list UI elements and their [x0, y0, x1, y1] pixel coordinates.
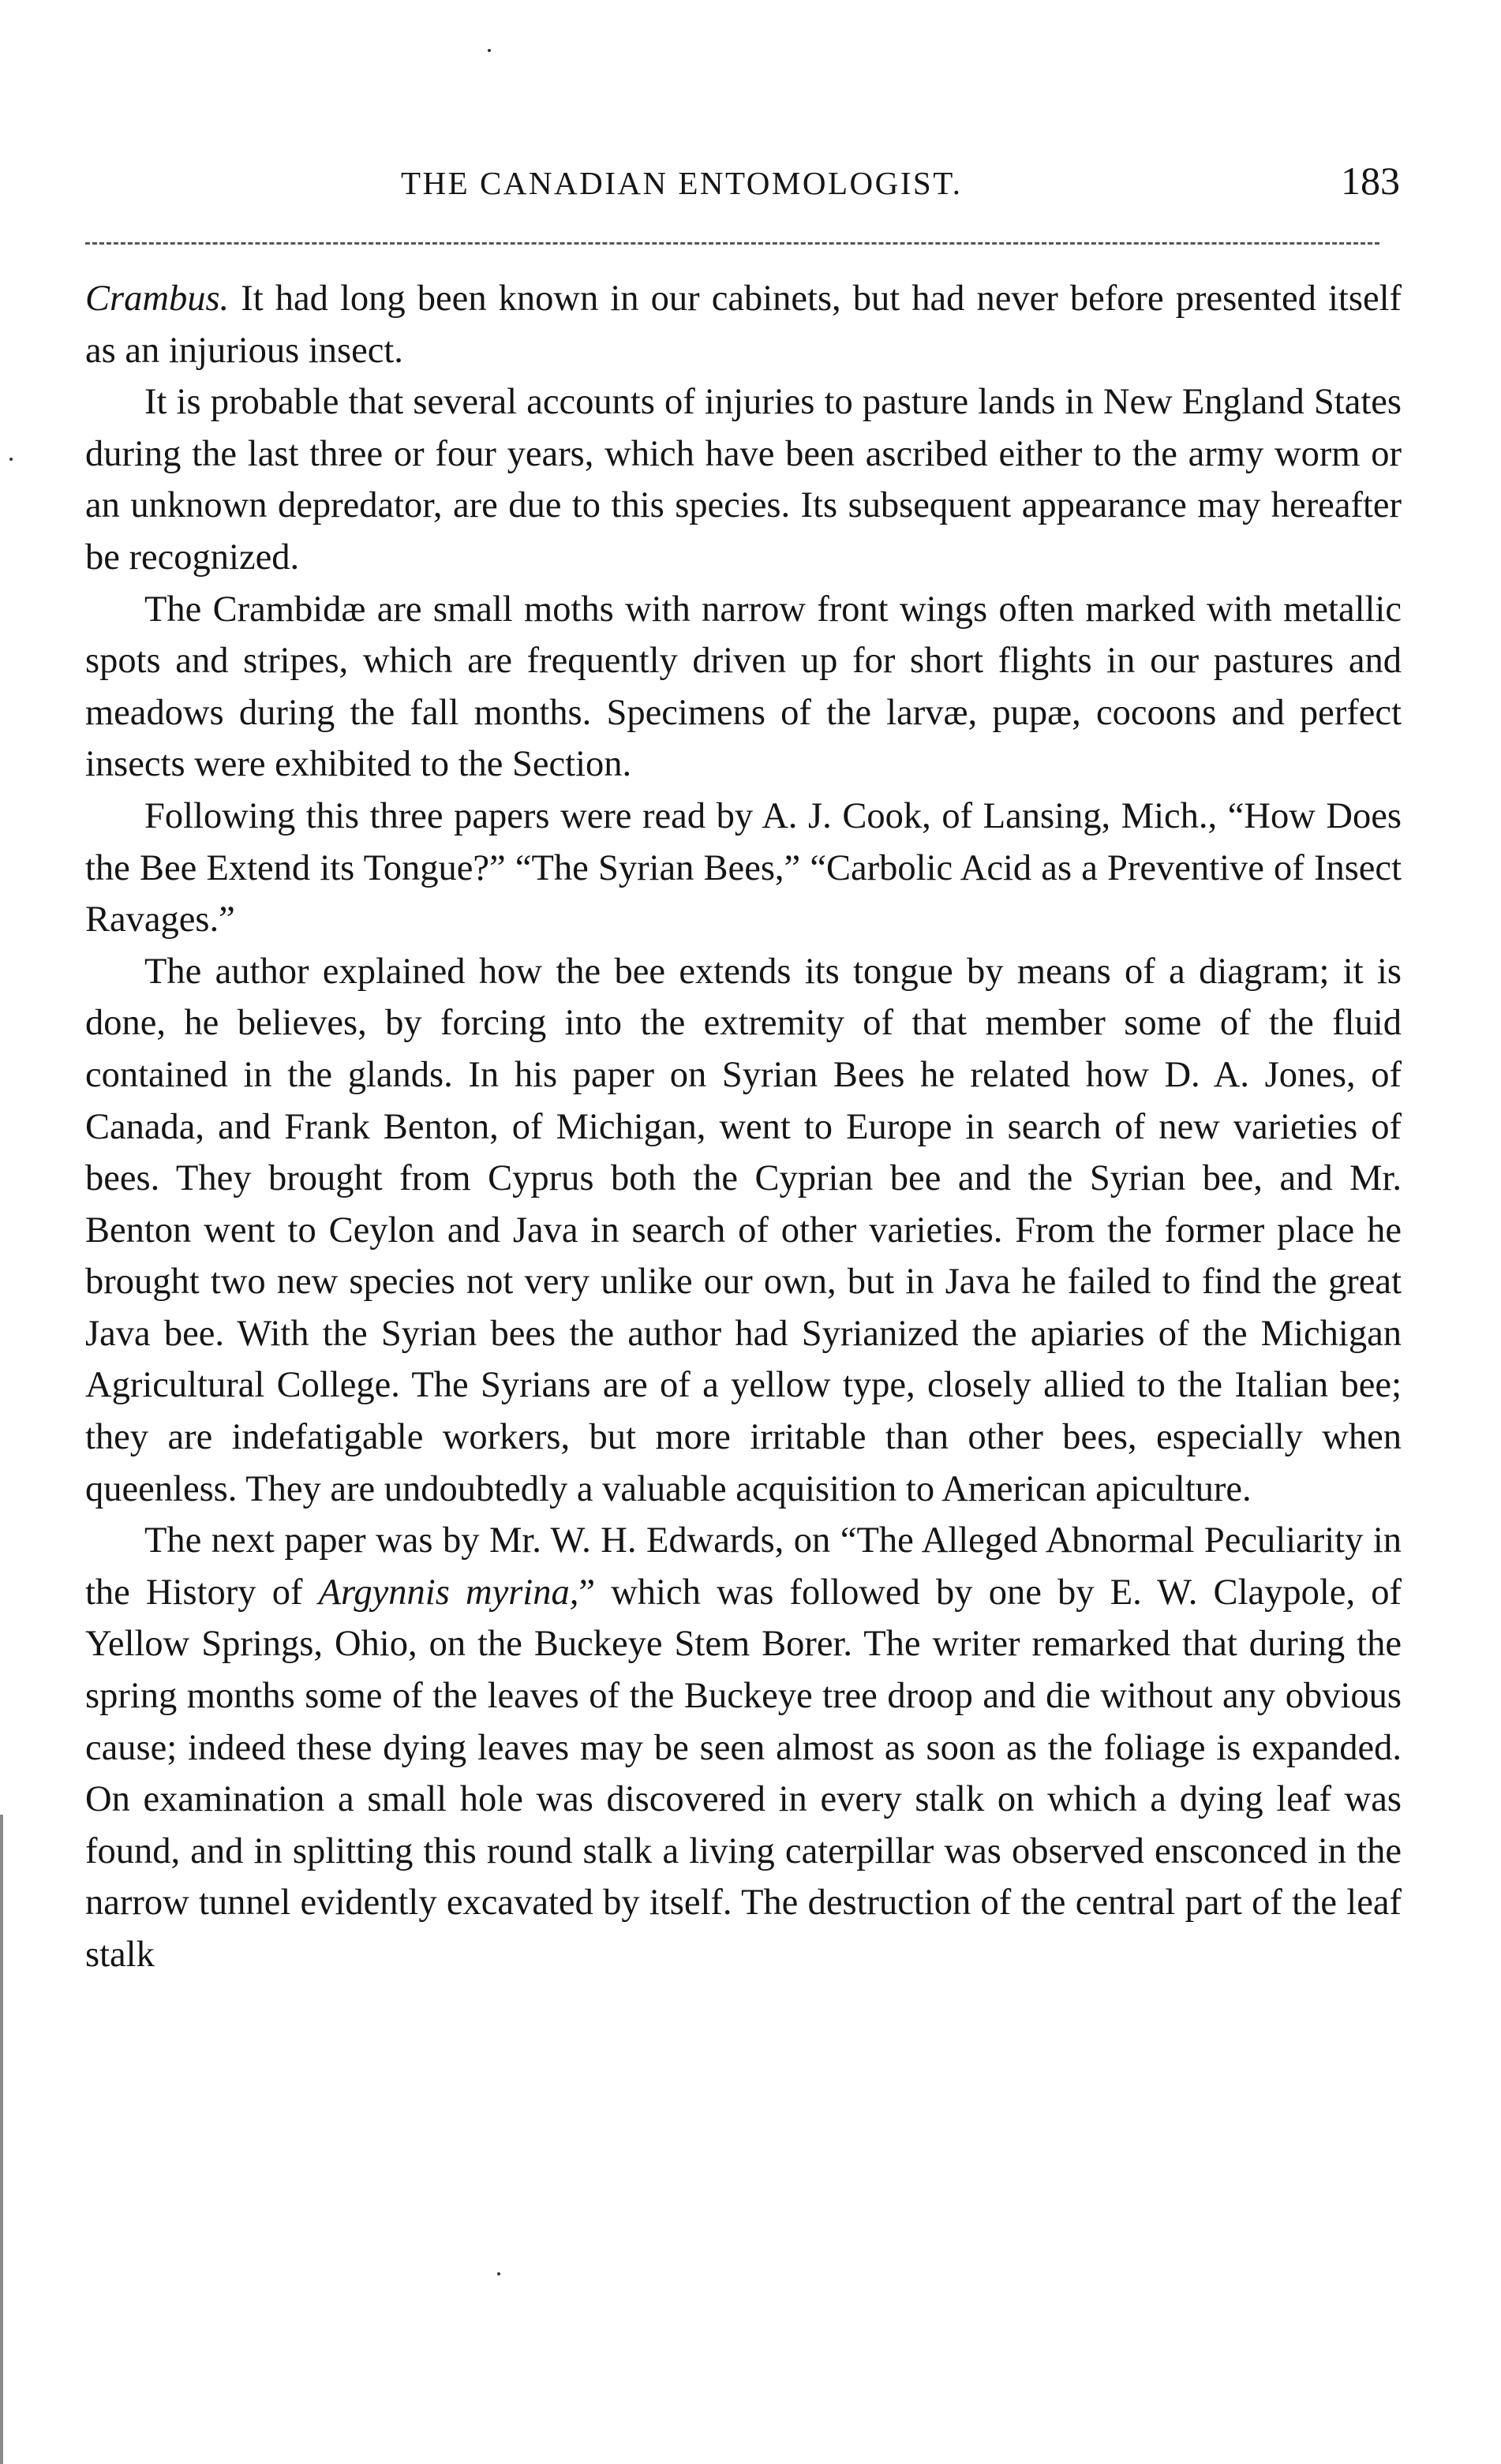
stray-mark: [9, 458, 13, 461]
paragraph-3: The Crambidæ are small moths with narrow front wings often marked with metallic spots and stripes, which are frequently driven up for short flights in our pastures and meadows during the fall months. Specimens of the larvæ, pupæ, cocoons and perfect insects were exhibited to the Section.: [85, 589, 1402, 785]
paragraph-2: It is probable that several accounts of injuries to pasture lands in New England States during the last three or four years, which have been ascribed either to the army worm or an unknown depredator, are due to this species. Its subsequent appearance may hereafter be recognized.: [85, 382, 1402, 578]
stray-mark: [497, 2272, 500, 2275]
paragraph-6-text-before: The next paper was by Mr. W. H. Edwards, on “The Alleged Abnormal Peculiarity in the History of: [85, 1520, 1402, 1613]
running-title: THE CANADIAN ENTOMOLOGIST.: [401, 165, 963, 201]
paragraph-1: [85, 273, 1402, 376]
stray-mark: [488, 49, 491, 52]
italic-genus-name: Crambus.: [85, 279, 230, 319]
paragraph-5: The author explained how the bee extends its tongue by means of a diagram; it is done, he believes, by forcing into the extremity of that member some of the fluid contained in the glands. In his paper on Syrian Bees he related how D. A. Jones, of Canada, and Frank Benton, of Michigan, went to Europe in search of new varieties of bees. They brought from Cyprus both the Cyprian bee and the Syrian bee, and Mr. Benton went to Ceylon and Java in search of other varieties. From the former place he brought two new species not very unlike our own, but in Java he failed to find the great Java bee. With the Syrian bees the author had Syrianized the apiaries of the Michigan Agricultural College. The Syrians are of a yellow type, closely allied to the Italian bee; they are indefatigable workers, but more irritable than other bees, especially when queenless. They are undoubtedly a valuable acquisition to American apiculture.: [85, 951, 1402, 1509]
header-rule: [85, 242, 1379, 245]
page-header: [85, 158, 1411, 205]
paragraph-6-text-after: ” which was followed by one by E. W. Claypole, of Yellow Springs, Ohio, on the Buckeye Stem Borer. The writer remarked that during the spring months some of the leaves of the Buckeye tree droop and die without any obvious cause; indeed these dying leaves may be seen almost as soon as the foliage is expanded. On examination a small hole was discovered in every stalk on which a dying leaf was found, and in splitting this round stalk a living caterpillar was observed ensconced in the narrow tunnel evidently excavated by itself. The destruction of the central part of the leaf stalk: [85, 1572, 1402, 1975]
italic-species-name: Argynnis myrina,: [318, 1572, 579, 1613]
paragraph-1-text: It had long been known in our cabinets, but had never before presented itself as an injurious insect.: [85, 279, 1402, 371]
paragraph-6: [85, 1515, 1402, 1980]
paragraph-4: Following this three papers were read by A. J. Cook, of Lansing, Mich., “How Does the Bee Extend its Tongue?” “The Syrian Bees,” “Carbolic Acid as a Preventive of Insect Ravages.”: [85, 795, 1402, 940]
page-edge-mark: [0, 1815, 3, 2464]
body-text: [85, 273, 1402, 1981]
page-number: 183: [1341, 159, 1400, 203]
